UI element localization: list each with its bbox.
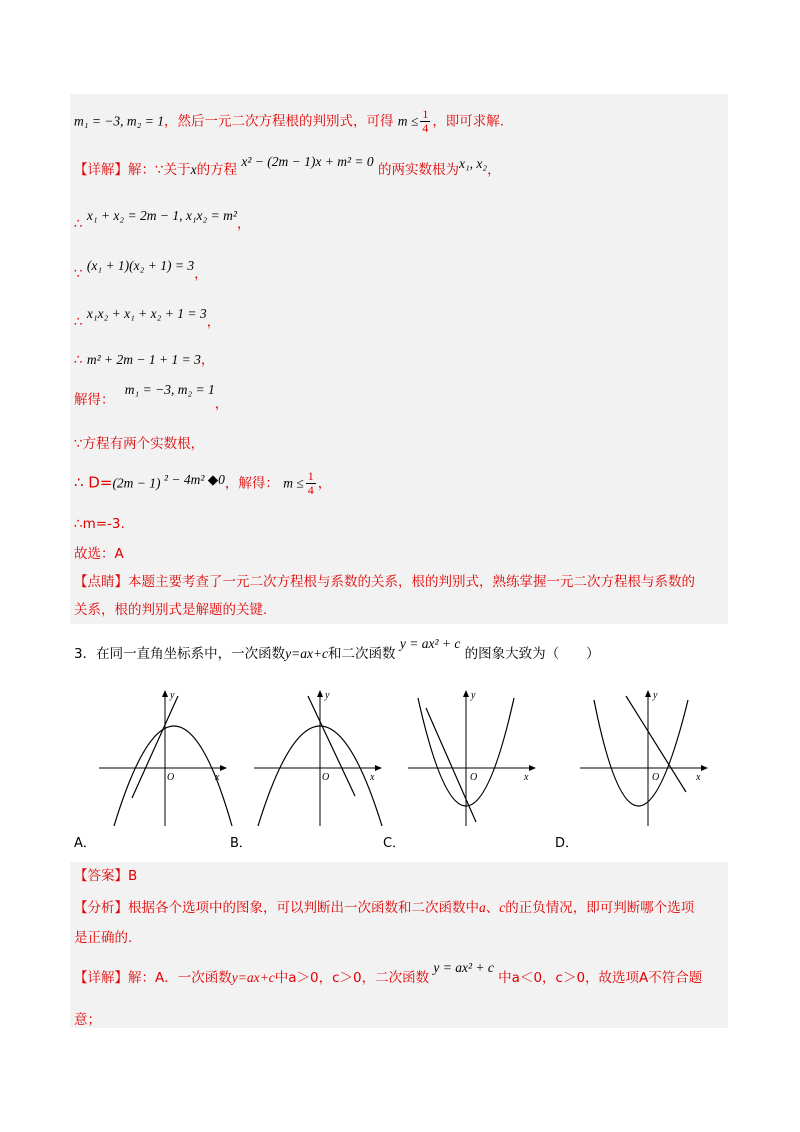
line-10: ∴m=-3.	[74, 516, 125, 532]
axis-x-label: x	[215, 772, 220, 783]
line-7: 解得： m₁ = −3, m₂ = 1，	[74, 382, 229, 412]
line-1: m₁ = −3, m₂ = 1，然后一元二次方程根的判别式，可得 m ≤ $\frac{1}{4}$ ，即可求解.	[74, 107, 505, 135]
axis-x-label: x	[696, 772, 701, 783]
detail-line-2: 意；	[74, 1012, 101, 1028]
option-b: B．	[230, 836, 252, 851]
detail-line: 【详解】解：A．一次函数y=ax+c中a＞0，c＞0，二次函数 y = ax² + c 中a＜0，c＞0，故选项A不符合题	[74, 960, 703, 986]
fraction: $\frac{1}{4}$	[307, 469, 314, 497]
line-11: 故选：A	[74, 546, 124, 562]
answer-line: 【答案】B	[74, 868, 138, 884]
axis-y-label: y	[170, 690, 175, 701]
graph-b	[250, 688, 402, 828]
option-d: D．	[555, 836, 579, 851]
line-4: ∵ (x₁ + 1)(x₂ + 1) = 3，	[74, 258, 208, 282]
graph-d	[576, 688, 728, 828]
line-5: ∴ x₁x₂ + x₁ + x₂ + 1 = 3，	[74, 306, 221, 330]
line-6: ∴ m² + 2m − 1 + 1 = 3，	[74, 352, 215, 368]
option-c: C．	[383, 836, 406, 851]
line-2: 【详解】解：∵关于x的方程 x² − (2m − 1)x + m² = 0 的两实数根为x₁, x₂，	[74, 154, 501, 178]
origin-label: O	[167, 772, 175, 783]
line-13: 关系，根的判别式是解题的关键.	[74, 602, 268, 618]
fraction: $\frac{1}{4}$	[422, 107, 429, 135]
axis-y-label: y	[325, 690, 330, 701]
origin-label: O	[652, 772, 660, 783]
origin-label: O	[470, 772, 478, 783]
eq: m₁ = −3, m₂ = 1	[74, 113, 164, 129]
line-9: ∴ D=(2m − 1) ² − 4m² ◆0，解得： m ≤ $\frac{1}{4}$ ，	[74, 469, 332, 497]
analysis-line: 【分析】根据各个选项中的图象，可以判断出一次函数和二次函数中a、c的正负情况，即可判断哪个选项	[74, 900, 695, 916]
graph-a	[95, 688, 247, 828]
axis-x-label: x	[370, 772, 375, 783]
axis-y-label: y	[471, 690, 476, 701]
axis-y-label: y	[653, 690, 658, 701]
axis-x-label: x	[524, 772, 529, 783]
question-3: 3．在同一直角坐标系中，一次函数y=ax+c和二次函数 y = ax² + c 的图象大致为（ ）	[74, 636, 600, 662]
graph-c	[404, 688, 556, 828]
answer-block	[70, 862, 728, 1028]
origin-label: O	[322, 772, 330, 783]
line-8: ∵方程有两个实数根，	[74, 436, 205, 452]
line-3: ∴ x₁ + x₂ = 2m − 1, x₁x₂ = m²，	[74, 208, 251, 232]
option-a: A．	[74, 836, 96, 851]
analysis-line-2: 是正确的.	[74, 930, 133, 946]
line-12: 【点睛】本题主要考查了一元二次方程根与系数的关系，根的判别式，熟练掌握一元二次方程根与系数的	[74, 574, 695, 590]
